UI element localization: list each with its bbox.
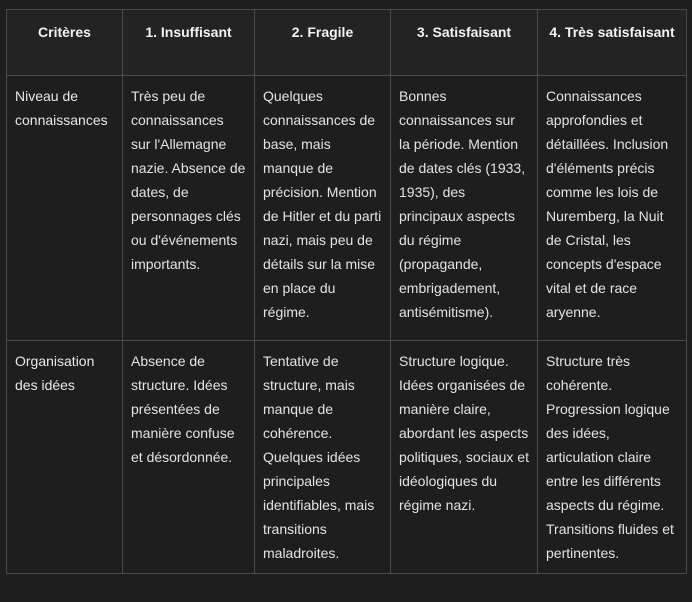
table-cell: Absence de structure. Idées présentées de manière confuse et désordonnée. [123,341,255,574]
table-row [7,341,687,574]
rubric-table [6,9,687,574]
rubric-table-container [6,9,686,574]
header-fragile: 2. Fragile [255,10,391,76]
header-insuffisant: 1. Insuffisant [123,10,255,76]
table-row [7,76,687,341]
table-cell: Tentative de structure, mais manque de cohérence. Quelques idées principales identifiables, mais transitions maladroites. [255,341,391,574]
table-cell: Quelques connaissances de base, mais manque de précision. Mention de Hitler et du parti nazi, mais peu de détails sur la mise en place du régime. [255,76,391,341]
table-cell: Connaissances approfondies et détaillées. Inclusion d'éléments précis comme les lois de Nuremberg, la Nuit de Cristal, les concepts d'espace vital et de race aryenne. [538,76,687,341]
criterion-cell: Niveau de connaissances [7,76,123,341]
table-body [7,76,687,574]
header-satisfaisant: 3. Satisfaisant [391,10,538,76]
table-cell: Structure logique. Idées organisées de manière claire, abordant les aspects politiques, sociaux et idéologiques du régime nazi. [391,341,538,574]
header-criteres: Critères [7,10,123,76]
header-row [7,10,687,76]
criterion-cell: Organisation des idées [7,341,123,574]
table-cell: Bonnes connaissances sur la période. Mention de dates clés (1933, 1935), des principaux aspects du régime (propagande, embrigadement, antisémitisme). [391,76,538,341]
table-header [7,10,687,76]
header-tres-satisfaisant: 4. Très satisfaisant [538,10,687,76]
table-cell: Structure très cohérente. Progression logique des idées, articulation claire entre les différents aspects du régime. Transitions fluides et pertinentes. [538,341,687,574]
table-cell: Très peu de connaissances sur l'Allemagne nazie. Absence de dates, de personnages clés ou d'événements importants. [123,76,255,341]
